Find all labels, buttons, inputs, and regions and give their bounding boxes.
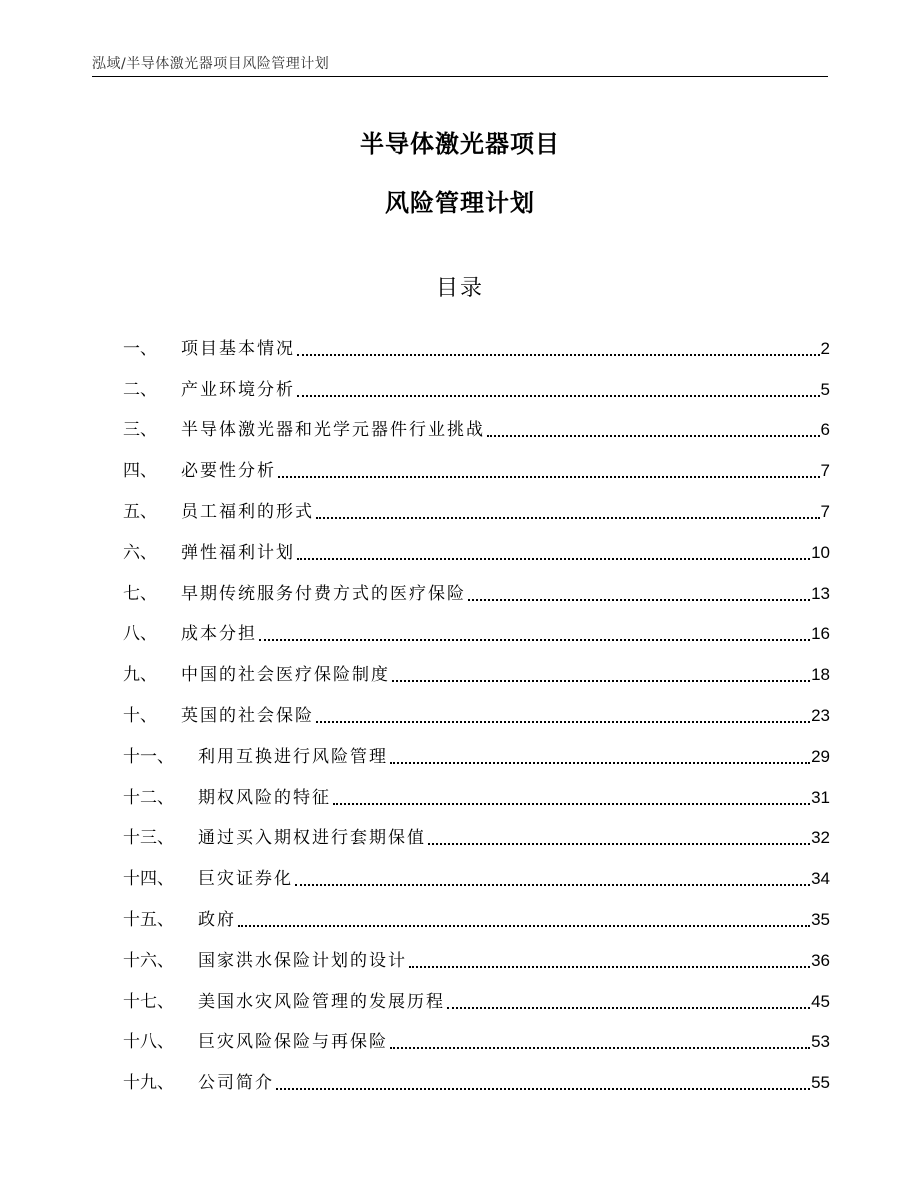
toc-entry-page: 31 xyxy=(811,787,830,807)
toc-entry-number: 十五、 xyxy=(123,909,174,930)
toc-entry-title: 公司简介 xyxy=(198,1073,274,1094)
toc-entry-number: 十二、 xyxy=(123,787,174,808)
toc-leader-dots xyxy=(390,762,810,764)
toc-heading: 目录 xyxy=(435,276,484,301)
toc-entry-page: 29 xyxy=(811,746,830,766)
toc-entry-page: 45 xyxy=(811,991,830,1011)
toc-entry-title: 产业环境分析 xyxy=(181,379,295,400)
toc-entry[interactable] xyxy=(123,892,830,933)
toc-leader-dots xyxy=(316,517,820,519)
toc-entry-title: 早期传统服务付费方式的医疗保险 xyxy=(181,583,466,604)
toc-entry-number: 三、 xyxy=(123,420,157,441)
toc-entry-page: 2 xyxy=(820,338,830,358)
table-of-contents xyxy=(123,321,830,1096)
toc-entry-number: 十一、 xyxy=(123,746,174,767)
toc-leader-dots xyxy=(390,1047,810,1049)
toc-entry[interactable] xyxy=(123,688,830,729)
toc-entry-title: 英国的社会保险 xyxy=(181,705,314,726)
toc-leader-dots xyxy=(468,599,810,601)
toc-leader-dots xyxy=(259,639,810,641)
toc-entry-number: 十四、 xyxy=(123,869,174,890)
toc-leader-dots xyxy=(276,1088,810,1090)
toc-entry-page: 36 xyxy=(811,950,830,970)
toc-leader-dots xyxy=(278,476,820,478)
toc-entry-number: 六、 xyxy=(123,542,157,563)
toc-entry-title: 中国的社会医疗保险制度 xyxy=(181,665,390,686)
toc-leader-dots xyxy=(295,884,810,886)
toc-entry-title: 项目基本情况 xyxy=(181,338,295,359)
toc-leader-dots xyxy=(428,843,810,845)
document-title-line-2: 风险管理计划 xyxy=(385,189,535,217)
toc-entry-number: 一、 xyxy=(123,338,157,359)
toc-entry-number: 十七、 xyxy=(123,991,174,1012)
toc-entry[interactable] xyxy=(123,729,830,770)
toc-entry-page: 6 xyxy=(820,420,830,440)
toc-leader-dots xyxy=(409,966,810,968)
toc-entry-title: 通过买入期权进行套期保值 xyxy=(198,828,426,849)
toc-entry-title: 弹性福利计划 xyxy=(181,542,295,563)
toc-entry[interactable] xyxy=(123,525,830,566)
toc-entry[interactable] xyxy=(123,403,830,444)
toc-entry-title: 员工福利的形式 xyxy=(181,501,314,522)
toc-entry[interactable] xyxy=(123,484,830,525)
toc-entry[interactable] xyxy=(123,566,830,607)
toc-entry-number: 十三、 xyxy=(123,828,174,849)
toc-entry-title: 利用互换进行风险管理 xyxy=(198,746,388,767)
toc-leader-dots xyxy=(392,680,810,682)
toc-leader-dots xyxy=(316,721,810,723)
toc-entry[interactable] xyxy=(123,1055,830,1096)
toc-entry[interactable] xyxy=(123,647,830,688)
toc-entry-page: 55 xyxy=(811,1073,830,1093)
header-divider xyxy=(92,76,828,77)
toc-entry-page: 32 xyxy=(811,828,830,848)
toc-entry-page: 10 xyxy=(811,542,830,562)
toc-leader-dots xyxy=(333,803,810,805)
toc-entry[interactable] xyxy=(123,1015,830,1056)
toc-entry[interactable] xyxy=(123,443,830,484)
toc-entry-title: 成本分担 xyxy=(181,624,257,645)
toc-entry[interactable] xyxy=(123,607,830,648)
toc-entry-page: 18 xyxy=(811,665,830,685)
toc-entry-number: 五、 xyxy=(123,501,157,522)
toc-entry-number: 八、 xyxy=(123,624,157,645)
toc-entry[interactable] xyxy=(123,321,830,362)
toc-entry-page: 7 xyxy=(820,461,830,481)
toc-entry-number: 四、 xyxy=(123,461,157,482)
toc-entry[interactable] xyxy=(123,811,830,852)
toc-leader-dots xyxy=(238,925,810,927)
toc-entry-number: 十八、 xyxy=(123,1032,174,1053)
toc-entry-number: 七、 xyxy=(123,583,157,604)
toc-entry-page: 23 xyxy=(811,705,830,725)
toc-entry-page: 35 xyxy=(811,909,830,929)
toc-entry-title: 期权风险的特征 xyxy=(198,787,331,808)
toc-entry-page: 34 xyxy=(811,869,830,889)
toc-entry-title: 巨灾风险保险与再保险 xyxy=(198,1032,388,1053)
toc-entry-number: 十六、 xyxy=(123,950,174,971)
toc-entry-title: 美国水灾风险管理的发展历程 xyxy=(198,991,445,1012)
toc-entry[interactable] xyxy=(123,362,830,403)
toc-entry-title: 国家洪水保险计划的设计 xyxy=(198,950,407,971)
running-header: 泓域/半导体激光器项目风险管理计划 xyxy=(92,56,330,72)
toc-entry-page: 7 xyxy=(820,501,830,521)
toc-entry-number: 十、 xyxy=(123,705,157,726)
toc-leader-dots xyxy=(297,558,810,560)
toc-entry[interactable] xyxy=(123,851,830,892)
toc-entry-page: 16 xyxy=(811,624,830,644)
toc-entry[interactable] xyxy=(123,770,830,811)
toc-entry-title: 必要性分析 xyxy=(181,461,276,482)
toc-leader-dots xyxy=(447,1007,810,1009)
toc-entry-number: 二、 xyxy=(123,379,157,400)
toc-entry-title: 政府 xyxy=(198,909,236,930)
document-title-line-1: 半导体激光器项目 xyxy=(360,130,560,158)
toc-entry-page: 5 xyxy=(820,379,830,399)
toc-entry-title: 半导体激光器和光学元器件行业挑战 xyxy=(181,420,485,441)
toc-leader-dots xyxy=(297,354,820,356)
toc-leader-dots xyxy=(297,395,820,397)
toc-entry[interactable] xyxy=(123,974,830,1015)
toc-entry-number: 十九、 xyxy=(123,1073,174,1094)
toc-entry-page: 53 xyxy=(811,1032,830,1052)
toc-entry-number: 九、 xyxy=(123,665,157,686)
toc-entry[interactable] xyxy=(123,933,830,974)
toc-leader-dots xyxy=(487,435,820,437)
toc-entry-page: 13 xyxy=(811,583,830,603)
toc-entry-title: 巨灾证券化 xyxy=(198,869,293,890)
